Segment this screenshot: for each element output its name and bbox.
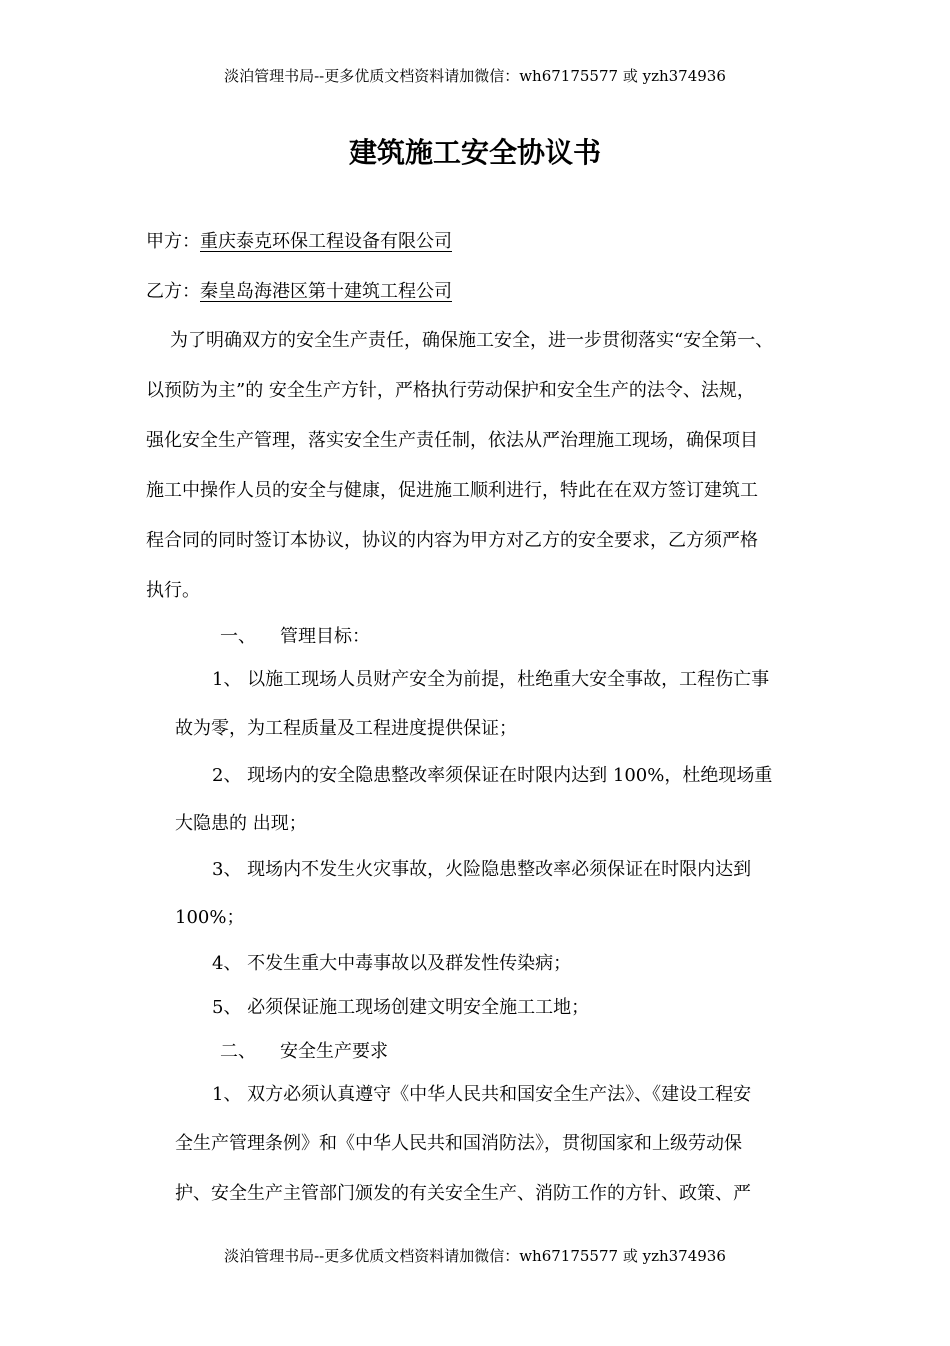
- list-item: 1、 以施工现场人员财产安全为前提，杜绝重大安全事故，工程伤亡事: [212, 669, 770, 690]
- list-item: 4、 不发生重大中毒事故以及群发性传染病；: [212, 953, 572, 974]
- section-2-title: 安全生产要求: [280, 1041, 388, 1062]
- party-a: [146, 229, 452, 255]
- list-item: 1、 双方必须认真遵守《中华人民共和国安全生产法》、《建设工程安: [212, 1084, 752, 1105]
- page-header-watermark: 淡泊管理书局--更多优质文档资料请加微信：wh67175577 或 yzh374936: [224, 67, 726, 85]
- document-title: 建筑施工安全协议书: [348, 136, 601, 169]
- section-2-number: 二、: [220, 1041, 256, 1062]
- section-1-title: 管理目标：: [280, 626, 370, 647]
- party-a-name: 重庆泰克环保工程设备有限公司: [200, 231, 452, 252]
- intro-line: 为了明确双方的安全生产责任，确保施工安全，进一步贯彻落实“安全第一、: [170, 330, 774, 351]
- list-item-continued: 100%；: [175, 907, 245, 928]
- page-footer-watermark: 淡泊管理书局--更多优质文档资料请加微信：wh67175577 或 yzh374936: [224, 1247, 726, 1265]
- party-b-label: 乙方：: [146, 281, 200, 302]
- list-item-continued: 大隐患的 出现；: [175, 813, 307, 834]
- intro-line: 施工中操作人员的安全与健康，促进施工顺利进行，特此在在双方签订建筑工: [146, 480, 758, 501]
- list-item-continued: 护、安全生产主管部门颁发的有关安全生产、消防工作的方针、政策、严: [175, 1183, 751, 1204]
- list-item-continued: 故为零，为工程质量及工程进度提供保证；: [175, 718, 517, 739]
- party-b-name: 秦皇岛海港区第十建筑工程公司: [200, 281, 452, 302]
- intro-line: 执行。: [146, 580, 200, 601]
- list-item: 5、 必须保证施工现场创建文明安全施工工地；: [212, 997, 590, 1018]
- intro-line: 强化安全生产管理，落实安全生产责任制，依法从严治理施工现场，确保项目: [146, 430, 758, 451]
- list-item-continued: 全生产管理条例》和《中华人民共和国消防法》，贯彻国家和上级劳动保: [175, 1133, 742, 1154]
- intro-line: 程合同的同时签订本协议，协议的内容为甲方对乙方的安全要求，乙方须严格: [146, 530, 758, 551]
- party-b: [146, 279, 452, 305]
- list-item: 2、 现场内的安全隐患整改率须保证在时限内达到 100%，杜绝现场重: [212, 765, 773, 786]
- section-1-number: 一、: [220, 626, 256, 647]
- section-2-heading: [220, 1039, 388, 1065]
- party-a-label: 甲方：: [146, 231, 200, 252]
- list-item: 3、 现场内不发生火灾事故，火险隐患整改率必须保证在时限内达到: [212, 859, 752, 880]
- section-1-heading: [220, 624, 370, 650]
- intro-line: 以预防为主”的 安全生产方针，严格执行劳动保护和安全生产的法令、法规，: [146, 380, 755, 401]
